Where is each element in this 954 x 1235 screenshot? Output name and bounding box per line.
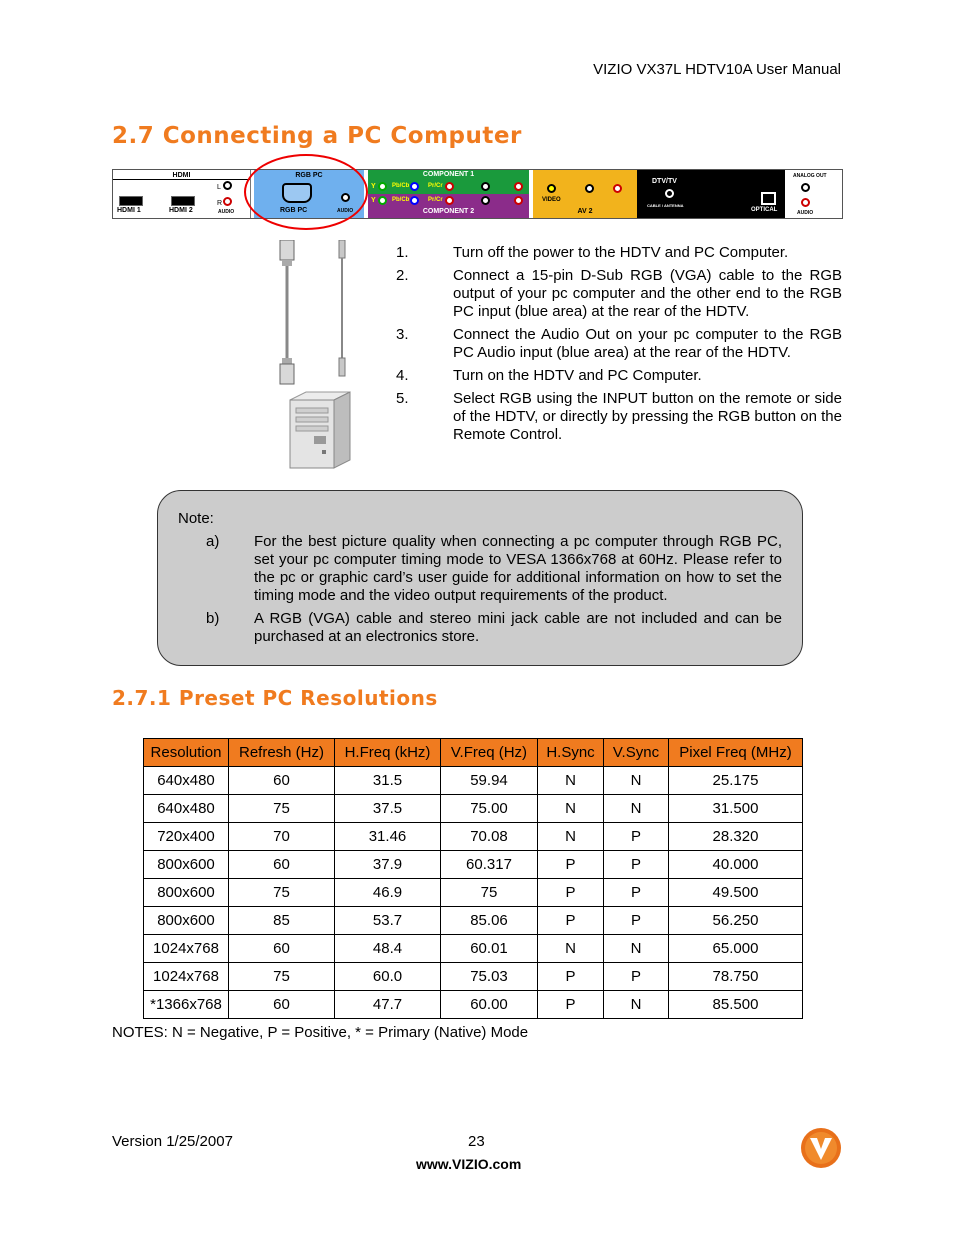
table-cell: N <box>538 823 604 851</box>
antenna-jack-icon <box>665 189 674 198</box>
table-cell: P <box>538 963 604 991</box>
analog-audio-label: AUDIO <box>797 210 814 216</box>
hdmi-audio-l-jack-icon <box>223 181 232 190</box>
optical-label: OPTICAL <box>751 207 778 213</box>
header-cell: Pixel Freq (MHz) <box>669 739 803 767</box>
table-cell: 640x480 <box>144 767 229 795</box>
table-cell: *1366x768 <box>144 991 229 1019</box>
analog-l-jack-icon <box>801 183 810 192</box>
table-cell: N <box>538 935 604 963</box>
comp1-pb-label: Pb/Cb <box>392 183 410 189</box>
table-cell: 70 <box>229 823 335 851</box>
comp1-y-label: Y <box>371 183 376 190</box>
table-cell: 49.500 <box>669 879 803 907</box>
table-cell: P <box>538 907 604 935</box>
component1-label: COMPONENT 1 <box>422 171 475 178</box>
note-item: a) For the best picture quality when connecting a pc computer through RGB PC, set your pc computer timing mode to VESA 1366x768 at 60Hz. Please refer to the pc or graphic card’s user guide for additional information on how to set the timing mode and the video output requirements of the product. <box>206 533 782 604</box>
dtvtv-label: DTV/TV <box>652 178 677 185</box>
table-cell: N <box>604 795 669 823</box>
table-cell: P <box>604 963 669 991</box>
video-label: VIDEO <box>542 197 561 203</box>
table-cell: 640x480 <box>144 795 229 823</box>
header-cell: H.Freq (kHz) <box>335 739 441 767</box>
comp1-pb-jack-icon <box>410 182 419 191</box>
table-row <box>144 879 803 907</box>
table-cell: N <box>604 991 669 1019</box>
footer-url: www.VIZIO.com <box>416 1156 522 1172</box>
vga-cable-image <box>276 240 356 385</box>
section-title: 2.7 Connecting a PC Computer <box>112 123 522 149</box>
analog-out-section <box>787 170 842 218</box>
comp2-pb-jack-icon <box>410 196 419 205</box>
table-cell: 53.7 <box>335 907 441 935</box>
table-cell: 60.0 <box>335 963 441 991</box>
table-cell: 75 <box>229 879 335 907</box>
table-cell: 800x600 <box>144 879 229 907</box>
video-jack-icon <box>547 184 556 193</box>
hdmi-label: HDMI <box>113 172 250 180</box>
table-cell: 28.320 <box>669 823 803 851</box>
comp2-y-jack-icon <box>378 196 387 205</box>
comp2-pr-jack-icon <box>445 196 454 205</box>
comp2-l-jack-icon <box>481 196 490 205</box>
comp1-y-jack-icon <box>378 182 387 191</box>
step-item: 3. Connect the Audio Out on your pc computer to the RGB PC Audio input (blue area) at the rear of the HDTV. <box>396 326 842 361</box>
optical-port-icon <box>761 192 776 205</box>
header-cell: V.Freq (Hz) <box>441 739 538 767</box>
table-cell: 59.94 <box>441 767 538 795</box>
table-cell: 75.03 <box>441 963 538 991</box>
note-item: b) A RGB (VGA) cable and stereo mini jack cable are not included and can be purchased at an electronics store. <box>206 610 782 645</box>
hdmi-audio-r-label: R <box>217 200 223 207</box>
comp1-pr-label: Pr/Cr <box>428 183 443 189</box>
table-cell: N <box>538 795 604 823</box>
table-cell: 75 <box>441 879 538 907</box>
table-cell: 31.5 <box>335 767 441 795</box>
table-cell: 60 <box>229 991 335 1019</box>
av2-label: AV 2 <box>577 208 593 215</box>
table-cell: 85.500 <box>669 991 803 1019</box>
analog-r-jack-icon <box>801 198 810 207</box>
av2-l-jack-icon <box>585 184 594 193</box>
table-cell: 31.46 <box>335 823 441 851</box>
table-cell: 60 <box>229 935 335 963</box>
rgb-audio-label: AUDIO <box>337 208 354 214</box>
comp2-pb-label: Pb/Cb <box>392 197 410 203</box>
table-cell: 60 <box>229 767 335 795</box>
header-cell: H.Sync <box>538 739 604 767</box>
table-cell: 800x600 <box>144 851 229 879</box>
rear-panel-diagram <box>112 169 843 219</box>
note-label: Note: <box>178 510 214 527</box>
table-row <box>144 851 803 879</box>
table-row <box>144 767 803 795</box>
header-title: VIZIO VX37L HDTV10A User Manual <box>593 61 841 78</box>
table-cell: 60 <box>229 851 335 879</box>
table-cell: 56.250 <box>669 907 803 935</box>
table-cell: 60.00 <box>441 991 538 1019</box>
rgb-pc-top-label: RGB PC <box>295 172 323 179</box>
table-cell: N <box>604 767 669 795</box>
comp2-y-label: Y <box>371 197 376 204</box>
hdmi1-port-icon <box>119 196 143 206</box>
hdmi-audio-l-label: L <box>217 184 221 191</box>
table-row <box>144 963 803 991</box>
table-cell: N <box>604 935 669 963</box>
table-cell: 48.4 <box>335 935 441 963</box>
table-cell: 75.00 <box>441 795 538 823</box>
table-cell: 25.175 <box>669 767 803 795</box>
comp1-l-jack-icon <box>481 182 490 191</box>
resolutions-table <box>143 738 803 1019</box>
table-header-row <box>144 739 803 767</box>
table-cell: 720x400 <box>144 823 229 851</box>
comp2-pr-label: Pr/Cr <box>428 197 443 203</box>
table-cell: 60.01 <box>441 935 538 963</box>
hdmi1-label: HDMI 1 <box>117 207 141 214</box>
table-cell: 40.000 <box>669 851 803 879</box>
table-cell: P <box>538 879 604 907</box>
vizio-logo-icon <box>800 1127 842 1169</box>
table-row <box>144 991 803 1019</box>
header-cell: V.Sync <box>604 739 669 767</box>
table-cell: P <box>604 879 669 907</box>
table-cell: 70.08 <box>441 823 538 851</box>
table-cell: 85 <box>229 907 335 935</box>
table-notes: NOTES: N = Negative, P = Positive, * = Primary (Native) Mode <box>112 1024 529 1041</box>
table-cell: 75 <box>229 963 335 991</box>
table-cell: 65.000 <box>669 935 803 963</box>
table-row <box>144 823 803 851</box>
cable-antenna-label: CABLE / ANTENNA <box>647 203 684 208</box>
comp1-r-jack-icon <box>514 182 523 191</box>
header-cell: Resolution <box>144 739 229 767</box>
table-cell: 1024x768 <box>144 963 229 991</box>
hdmi-audio-r-jack-icon <box>223 197 232 206</box>
table-cell: 78.750 <box>669 963 803 991</box>
table-cell: 47.7 <box>335 991 441 1019</box>
av2-section <box>533 170 637 218</box>
table-cell: P <box>604 907 669 935</box>
component2-label: COMPONENT 2 <box>422 208 475 215</box>
table-cell: 800x600 <box>144 907 229 935</box>
table-row <box>144 795 803 823</box>
table-body <box>144 767 803 1019</box>
av2-r-jack-icon <box>613 184 622 193</box>
table-cell: P <box>604 851 669 879</box>
hdmi-audio-label: AUDIO <box>218 209 235 215</box>
comp2-r-jack-icon <box>514 196 523 205</box>
note-box <box>157 490 803 666</box>
table-cell: 37.5 <box>335 795 441 823</box>
hdmi2-label: HDMI 2 <box>169 207 193 214</box>
table-row <box>144 907 803 935</box>
rgb-highlight-circle <box>244 154 368 230</box>
pc-tower-image <box>286 390 352 470</box>
subsection-title: 2.7.1 Preset PC Resolutions <box>112 686 438 710</box>
table-cell: N <box>538 767 604 795</box>
table-cell: P <box>538 851 604 879</box>
header-cell: Refresh (Hz) <box>229 739 335 767</box>
step-item: 2. Connect a 15-pin D-Sub RGB (VGA) cable to the RGB output of your pc computer and the other end to the RGB PC input (blue area) at the rear of the HDTV. <box>396 267 842 320</box>
page-number: 23 <box>468 1133 485 1150</box>
step-item: 5. Select RGB using the INPUT button on the remote or side of the HDTV, or directly by pressing the RGB button on the Remote Control. <box>396 390 842 443</box>
table-cell: 85.06 <box>441 907 538 935</box>
table-cell: 60.317 <box>441 851 538 879</box>
rgb-pc-label: RGB PC <box>280 207 308 214</box>
footer-version: Version 1/25/2007 <box>112 1133 233 1150</box>
dtv-section <box>637 170 785 218</box>
step-item: 4. Turn on the HDTV and PC Computer. <box>396 367 702 384</box>
table-row <box>144 935 803 963</box>
table-cell: P <box>538 991 604 1019</box>
table-cell: 75 <box>229 795 335 823</box>
table-cell: P <box>604 823 669 851</box>
hdmi2-port-icon <box>171 196 195 206</box>
step-item: 1. Turn off the power to the HDTV and PC Computer. <box>396 244 789 261</box>
table-cell: 31.500 <box>669 795 803 823</box>
comp1-pr-jack-icon <box>445 182 454 191</box>
table-cell: 46.9 <box>335 879 441 907</box>
table-cell: 37.9 <box>335 851 441 879</box>
component-section <box>368 170 529 218</box>
steps-list <box>396 244 842 449</box>
hdmi-section <box>113 170 251 218</box>
table-cell: 1024x768 <box>144 935 229 963</box>
analog-out-label: ANALOG OUT <box>793 173 827 179</box>
